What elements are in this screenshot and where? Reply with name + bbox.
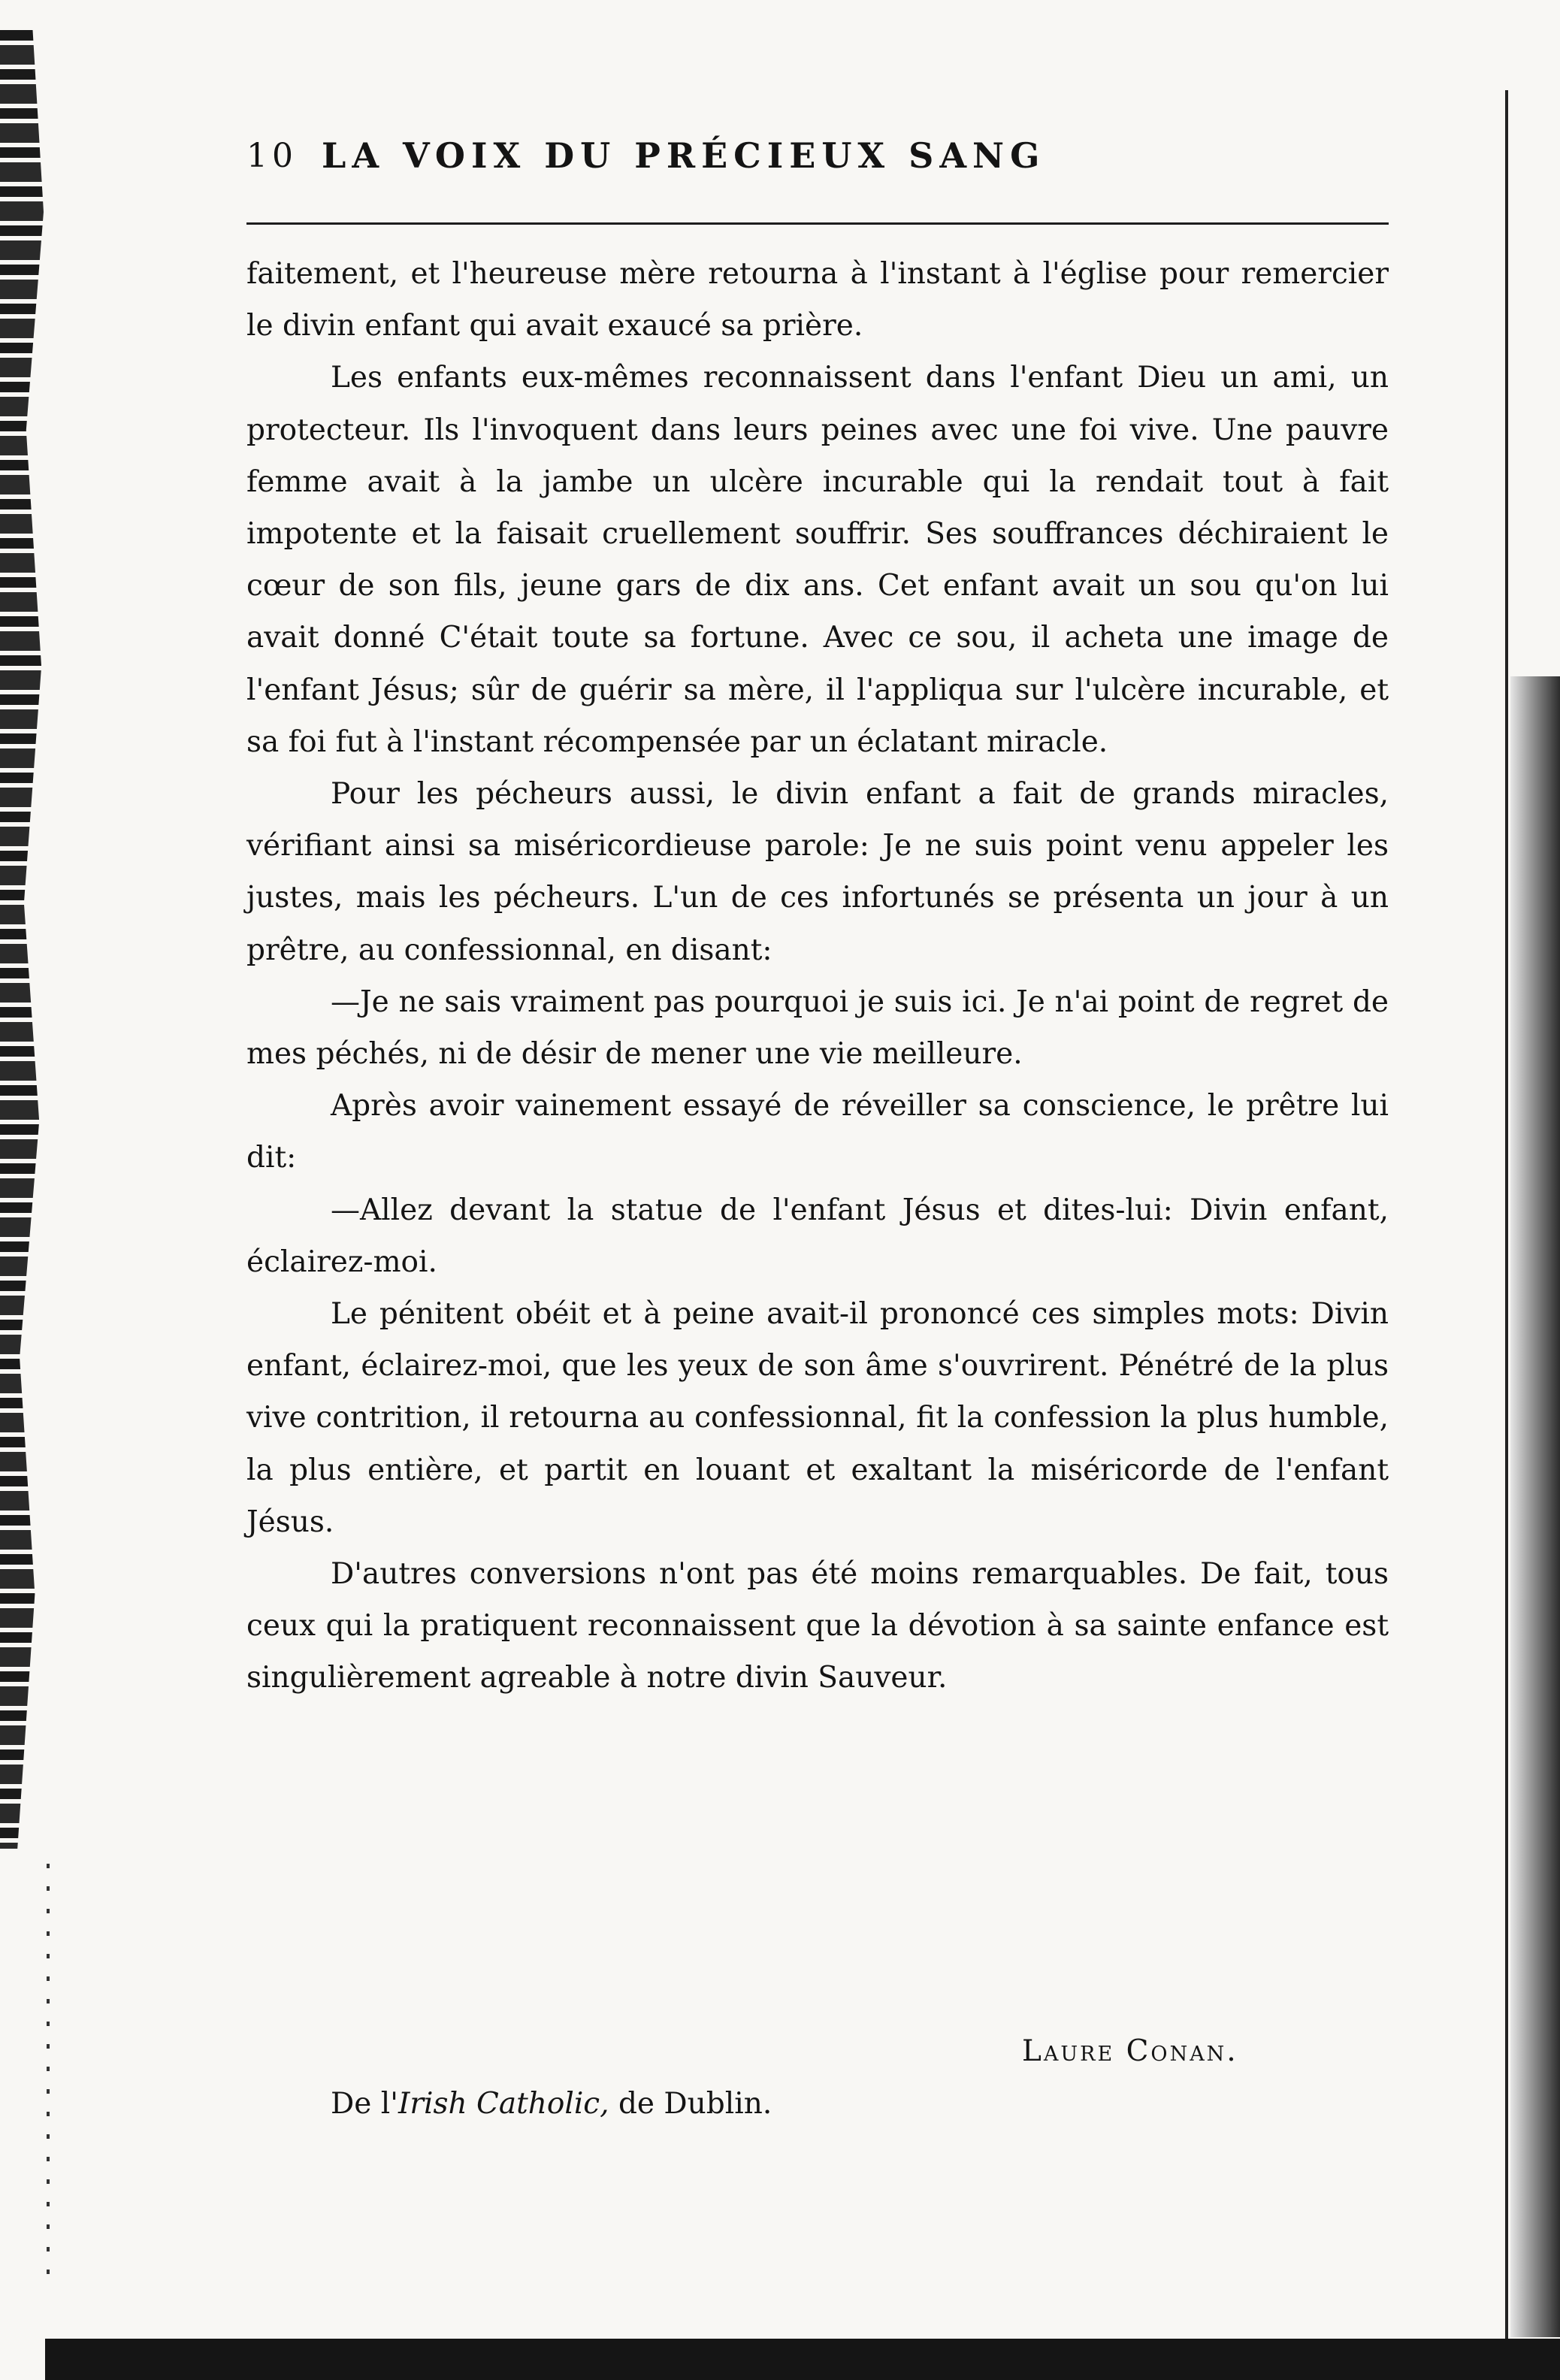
paragraph: faitement, et l'heureuse mère retourna à l'instant à l'église pour remercier le divin enfant qui avait exaucé sa prière.: [246, 257, 1389, 343]
running-header: [246, 135, 1389, 195]
source-prefix: De l': [331, 2087, 398, 2121]
header-rule: [246, 222, 1389, 225]
source-publication: Irish Catholic,: [398, 2087, 609, 2121]
source-citation: [331, 2087, 772, 2121]
paragraph: —Je ne sais vraiment pas pourquoi je suis ici. Je n'ai point de regret de mes péchés, ni de désir de mener une vie meilleure.: [246, 984, 1389, 1072]
paragraph: Pour les pécheurs aussi, le divin enfant a fait de grands miracles, vérifiant ainsi sa miséricordieuse parole: Je ne suis point venu appeler les justes, mais les pécheurs. L'un de ces infortunés se présenta un jour à un prêtre, au confessionnal, en disant:: [246, 777, 1389, 967]
scan-right-rule: [1505, 90, 1508, 2345]
paragraph: Le pénitent obéit et à peine avait-il prononcé ces simples mots: Divin enfant, éclairez-moi, que les yeux de son âme s'ouvrirent. Pénétré de la plus vive contrition, il retourna au confessionnal, fit la confession la plus humble, la plus entière, et partit en louant et exaltant la miséricorde de l'enfant Jésus.: [246, 1297, 1389, 1539]
page-number: 10: [246, 137, 298, 175]
paragraph: Les enfants eux-mêmes reconnaissent dans l'enfant Dieu un ami, un protecteur. Ils l'invoquent dans leurs peines avec une foi vive. Une pauvre femme avait à la jambe un ulcère incurable qui la rendait tout à fait impotente et la faisait cruellement souffrir. Ses souffrances déchiraient le cœur de son fils, jeune gars de dix ans. Cet enfant avait un sou qu'on lui avait donné C'était toute sa fortune. Avec ce sou, il acheta une image de l'enfant Jésus; sûr de guérir sa mère, il l'appliqua sur l'ulcère incurable, et sa foi fut à l'instant récompensée par un éclatant miracle.: [246, 361, 1389, 759]
running-title: LA VOIX DU PRÉCIEUX SANG: [322, 135, 1046, 176]
paragraph: Après avoir vainement essayé de réveiller sa conscience, le prêtre lui dit:: [246, 1089, 1389, 1175]
scan-bottom-edge: [45, 2339, 1560, 2380]
paragraph: D'autres conversions n'ont pas été moins remarquables. De fait, tous ceux qui la pratiquent reconnaissent que la dévotion à sa sainte enfance est singulièrement agreable à notre divin Sauveur.: [246, 1557, 1389, 1695]
source-suffix: de Dublin.: [609, 2087, 772, 2121]
body-text: [246, 248, 1389, 1704]
scan-dotted-margin: [47, 1864, 50, 2285]
author-signature: Laure Conan.: [1022, 2034, 1238, 2068]
scan-right-edge: [1510, 676, 1560, 2337]
scan-left-edge: [0, 30, 44, 1849]
paragraph: —Allez devant la statue de l'enfant Jésus et dites-lui: Divin enfant, éclairez-moi.: [246, 1193, 1389, 1279]
